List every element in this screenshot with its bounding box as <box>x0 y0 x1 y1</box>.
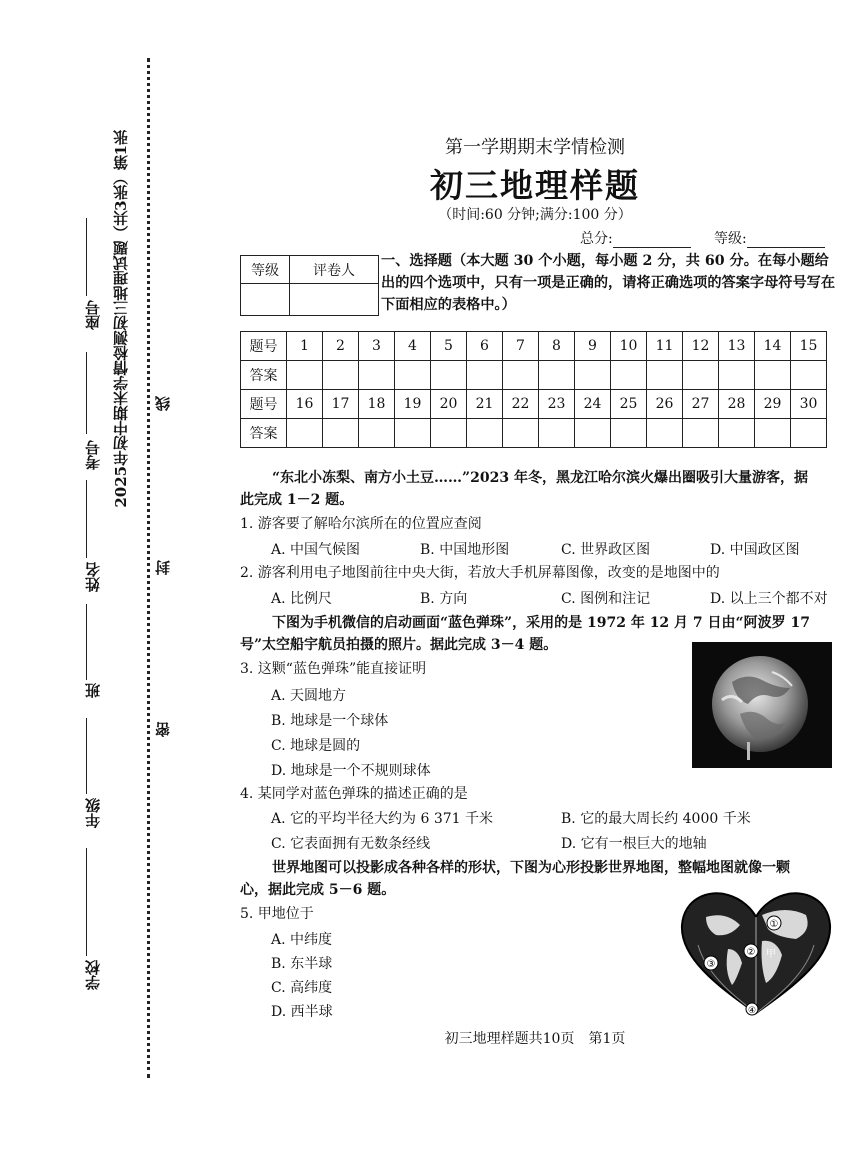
q1-option-d[interactable]: D. 中国政区图 <box>710 542 800 558</box>
answer-cell[interactable] <box>431 419 467 448</box>
answer-cell[interactable] <box>791 419 827 448</box>
answer-cell[interactable] <box>503 419 539 448</box>
intro-q5-6-line2: 心，据此完成 5－6 题。 <box>240 882 396 898</box>
q3-option-a[interactable]: A. 天圆地方 <box>271 688 347 704</box>
answer-cell[interactable] <box>683 361 719 390</box>
q-num: 13 <box>719 332 755 361</box>
exam-subtitle: 第一学期期末学情检测 <box>445 137 625 158</box>
q1-option-a[interactable]: A. 中国气候图 <box>271 542 361 558</box>
answer-cell[interactable] <box>611 361 647 390</box>
grader-cell[interactable] <box>290 284 379 316</box>
grade-col-level: 等级 <box>241 256 290 284</box>
q-num: 29 <box>755 390 791 419</box>
q-num: 6 <box>467 332 503 361</box>
a-header-2: 答案 <box>241 419 287 448</box>
answer-cell[interactable] <box>647 361 683 390</box>
q5-option-d[interactable]: D. 西半球 <box>271 1004 333 1020</box>
page-footer: 初三地理样题共10页 第1页 <box>444 1031 626 1047</box>
blue-marble-photo <box>692 642 832 768</box>
total-score-field[interactable] <box>613 233 691 248</box>
intro-q1-2-line2: 此完成 1－2 题。 <box>240 492 354 508</box>
answer-cell[interactable] <box>395 361 431 390</box>
q4-option-c[interactable]: C. 它表面拥有无数条经线 <box>271 836 431 852</box>
q2-option-d[interactable]: D. 以上三个都不对 <box>710 591 828 607</box>
answer-cell[interactable] <box>611 419 647 448</box>
margin-exam-title: 2025年初中期末学情检测初三地理试题（共3张）第1张 <box>112 130 130 508</box>
answer-cell[interactable] <box>323 419 359 448</box>
q-num: 9 <box>575 332 611 361</box>
q-num: 11 <box>647 332 683 361</box>
q-num: 14 <box>755 332 791 361</box>
answer-table <box>240 331 827 448</box>
answer-cell[interactable] <box>575 419 611 448</box>
q-num: 1 <box>287 332 323 361</box>
intro-q3-4-line2: 号”太空船宇航员拍摄的照片。据此完成 3－4 题。 <box>240 637 558 653</box>
q-num: 28 <box>719 390 755 419</box>
exam-title: 初三地理样题 <box>430 166 640 205</box>
q-num: 27 <box>683 390 719 419</box>
level-field[interactable] <box>747 233 825 248</box>
seat-label: 座号 <box>84 300 102 330</box>
class-label: 班 <box>84 683 102 698</box>
answer-cell[interactable] <box>287 419 323 448</box>
grade-field[interactable] <box>86 718 87 794</box>
total-score-label: 总分: <box>580 231 613 247</box>
margin-secret-char: 密 <box>154 722 172 737</box>
name-label: 姓名 <box>84 562 102 592</box>
q-num: 16 <box>287 390 323 419</box>
q-num: 17 <box>323 390 359 419</box>
answer-cell[interactable] <box>719 361 755 390</box>
answer-cell[interactable] <box>467 419 503 448</box>
answer-cell[interactable] <box>539 419 575 448</box>
marker-3: ③ <box>706 959 716 970</box>
q-num: 7 <box>503 332 539 361</box>
q-num: 2 <box>323 332 359 361</box>
q-num: 21 <box>467 390 503 419</box>
q2-option-b[interactable]: B. 方向 <box>420 591 468 607</box>
margin-seal-char: 封 <box>154 560 172 575</box>
q-num: 24 <box>575 390 611 419</box>
exam-no-label: 考号 <box>84 440 102 470</box>
q3-stem: 3. 这颗“蓝色弹珠”能直接证明 <box>240 661 427 677</box>
q3-option-d[interactable]: D. 地球是一个不规则球体 <box>271 763 431 779</box>
intro-q5-6-line1: 世界地图可以投影成各种各样的形状，下图为心形投影世界地图，整幅地图就像一颗 <box>272 860 790 876</box>
heart-projection-map <box>676 885 836 1020</box>
intro-q1-2-line1: “东北小冻梨、南方小土豆……”2023 年冬，黑龙江哈尔滨火爆出圈吸引大量游客，据 <box>272 470 808 486</box>
name-field[interactable] <box>86 480 87 558</box>
q-header-1: 题号 <box>241 332 287 361</box>
earth-icon <box>692 642 832 768</box>
q-num: 3 <box>359 332 395 361</box>
q-header-2: 题号 <box>241 390 287 419</box>
heart-map-icon <box>676 885 836 1020</box>
q-num: 8 <box>539 332 575 361</box>
a-header-1: 答案 <box>241 361 287 390</box>
intro-q3-4-line1: 下图为手机微信的启动画面“蓝色弹珠”，采用的是 1972 年 12 月 7 日由“阿波罗 17 <box>272 615 810 631</box>
answer-cell[interactable] <box>503 361 539 390</box>
q3-option-c[interactable]: C. 地球是圆的 <box>271 738 361 754</box>
q4-option-a[interactable]: A. 它的平均半径大约为 6 371 千米 <box>271 811 493 827</box>
marker-1: ① <box>769 919 779 930</box>
grade-col-grader: 评卷人 <box>290 256 379 284</box>
exam-time-info: （时间:60 分钟;满分:100 分） <box>438 207 632 223</box>
q-num: 12 <box>683 332 719 361</box>
q-num: 15 <box>791 332 827 361</box>
q1-option-b[interactable]: B. 中国地形图 <box>420 542 510 558</box>
q4-stem: 4. 某同学对蓝色弹珠的描述正确的是 <box>240 786 468 802</box>
level-label: 等级: <box>714 231 747 247</box>
class-field[interactable] <box>86 604 87 680</box>
q-num: 20 <box>431 390 467 419</box>
answer-cell[interactable] <box>431 361 467 390</box>
answer-cell[interactable] <box>395 419 431 448</box>
section-1-instructions: 一、选择题（本大题 30 个小题，每小题 2 分，共 60 分。在每小题给出的四个选项中，只有一项是正确的，请将正确选项的答案字母符号写在下面相应的表格中。） <box>381 253 836 313</box>
level-score <box>714 228 825 248</box>
grade-label: 年级 <box>84 798 102 828</box>
answer-cell[interactable] <box>791 361 827 390</box>
answer-cell[interactable] <box>647 419 683 448</box>
q2-option-a[interactable]: A. 比例尺 <box>271 591 333 607</box>
grade-level-cell[interactable] <box>241 284 290 316</box>
q-num: 22 <box>503 390 539 419</box>
marker-jia: 甲 <box>766 949 776 960</box>
q4-option-d[interactable]: D. 它有一根巨大的地轴 <box>561 836 707 852</box>
answer-cell[interactable] <box>467 361 503 390</box>
q-num: 30 <box>791 390 827 419</box>
seat-field[interactable] <box>86 218 87 296</box>
marker-2: ② <box>746 947 756 958</box>
answer-cell[interactable] <box>539 361 575 390</box>
q5-option-a[interactable]: A. 中纬度 <box>271 932 333 948</box>
q-num: 26 <box>647 390 683 419</box>
school-label: 学校 <box>84 960 102 990</box>
answer-cell[interactable] <box>683 419 719 448</box>
grade-table <box>240 255 379 316</box>
q-num: 4 <box>395 332 431 361</box>
q1-stem: 1. 游客要了解哈尔滨所在的位置应查阅 <box>240 516 482 532</box>
total-score <box>580 228 691 248</box>
marker-4: ④ <box>747 1006 757 1016</box>
q-num: 18 <box>359 390 395 419</box>
q-num: 25 <box>611 390 647 419</box>
q2-stem: 2. 游客利用电子地图前往中央大街，若放大手机屏幕图像，改变的是地图中的 <box>240 565 720 581</box>
q1-option-c[interactable]: C. 世界政区图 <box>561 542 651 558</box>
q-num: 5 <box>431 332 467 361</box>
q5-option-b[interactable]: B. 东半球 <box>271 956 333 972</box>
answer-cell[interactable] <box>755 419 791 448</box>
margin-line-char: 线 <box>154 396 172 411</box>
q4-option-b[interactable]: B. 它的最大周长约 4000 千米 <box>561 811 751 827</box>
answer-cell[interactable] <box>755 361 791 390</box>
answer-cell[interactable] <box>359 419 395 448</box>
q-num: 23 <box>539 390 575 419</box>
q3-option-b[interactable]: B. 地球是一个球体 <box>271 713 389 729</box>
answer-cell[interactable] <box>287 361 323 390</box>
answer-cell[interactable] <box>359 361 395 390</box>
answer-cell[interactable] <box>575 361 611 390</box>
q5-stem: 5. 甲地位于 <box>240 906 314 922</box>
exam-no-field[interactable] <box>86 352 87 434</box>
q-num: 19 <box>395 390 431 419</box>
q2-option-c[interactable]: C. 图例和注记 <box>561 591 651 607</box>
q-num: 10 <box>611 332 647 361</box>
answer-cell[interactable] <box>719 419 755 448</box>
q5-option-c[interactable]: C. 高纬度 <box>271 980 333 996</box>
answer-cell[interactable] <box>323 361 359 390</box>
school-field[interactable] <box>86 848 87 956</box>
